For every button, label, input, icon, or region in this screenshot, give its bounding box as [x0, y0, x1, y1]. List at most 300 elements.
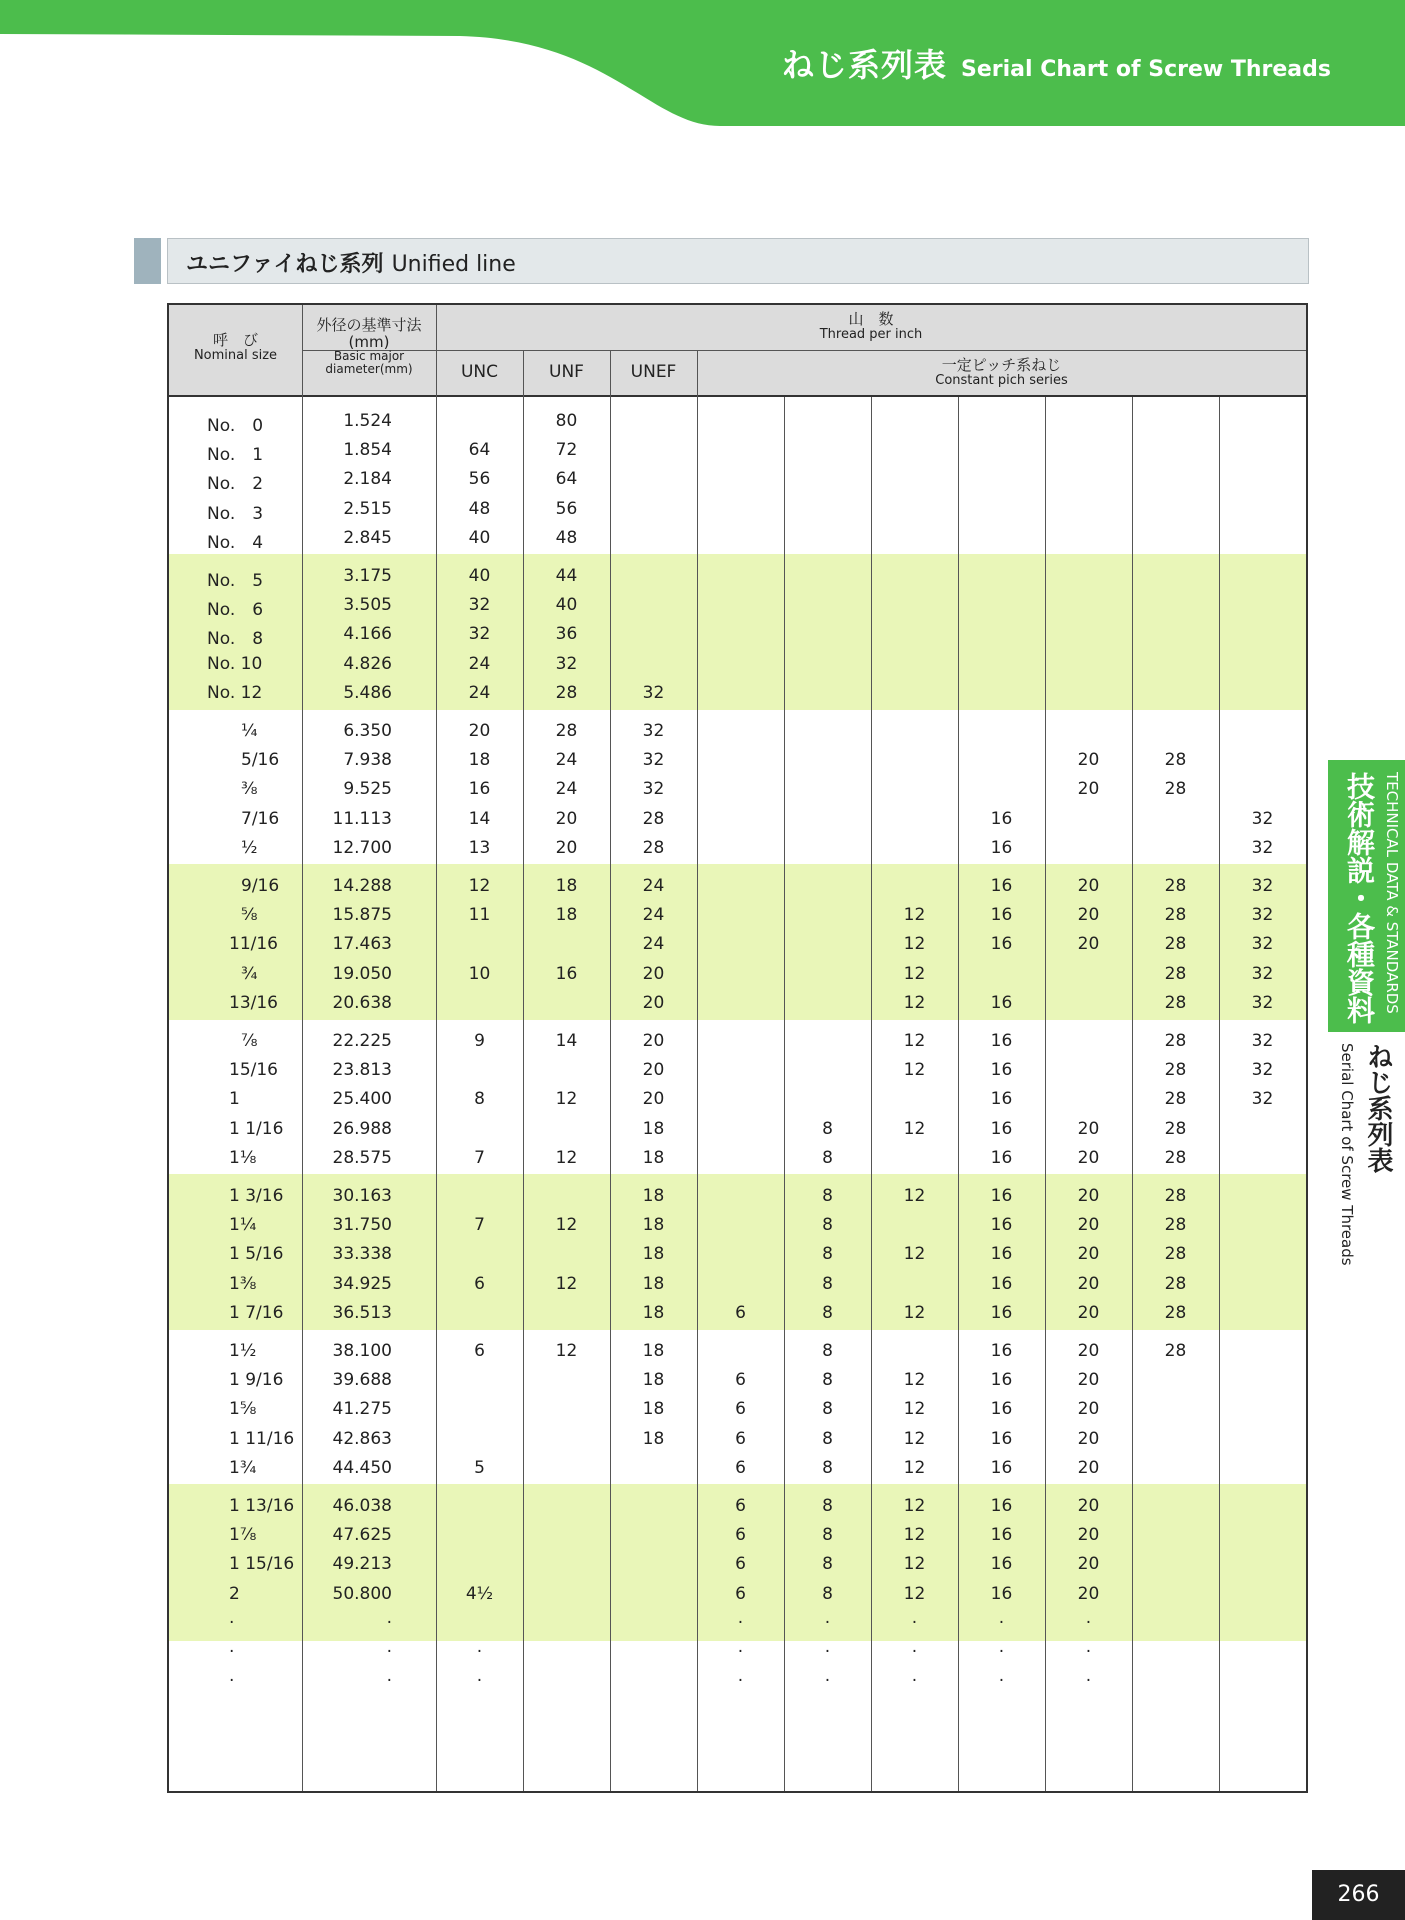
header-unef: UNEF	[630, 362, 677, 382]
thread-count-cell: 12	[555, 1089, 578, 1110]
thread-count-cell: 20	[642, 1031, 665, 1051]
thread-count-cell: 28	[1164, 1215, 1187, 1236]
nominal-size-cell: ⅝	[241, 905, 258, 926]
diameter-cell: 33.338	[332, 1244, 392, 1265]
thread-count-cell: 28	[1164, 1147, 1187, 1168]
thread-count-cell: 20	[1077, 1525, 1100, 1546]
thread-count-cell: 20	[1077, 876, 1100, 896]
thread-count-cell: 12	[903, 963, 926, 984]
thread-count-cell: 32	[1251, 1060, 1274, 1081]
thread-count-cell: 20	[1077, 750, 1100, 771]
table-row	[169, 717, 1306, 746]
nominal-size-cell: 1¾	[229, 1457, 257, 1478]
table-row	[169, 465, 1306, 494]
diameter-cell: 19.050	[332, 963, 392, 984]
thread-count-cell: 28	[1164, 1118, 1187, 1139]
thread-count-cell: 16	[990, 1302, 1013, 1323]
table-row	[169, 524, 1306, 553]
thread-count-cell: ·	[911, 1612, 918, 1633]
section-title-jp: ユニファイねじ系列	[186, 252, 384, 277]
thread-count-cell: 28	[1164, 1302, 1187, 1323]
thread-count-cell: 20	[1077, 1147, 1100, 1168]
header-unf: UNF	[549, 362, 584, 382]
thread-count-cell: 16	[990, 1186, 1013, 1206]
nominal-size-cell: ·	[229, 1612, 235, 1633]
thread-count-cell: 16	[990, 1399, 1013, 1420]
diameter-cell: 38.100	[332, 1341, 392, 1361]
thread-count-cell: 20	[642, 1089, 665, 1110]
table-row	[169, 775, 1306, 804]
diameter-cell: 47.625	[332, 1525, 392, 1546]
thread-jp: 山 数	[848, 310, 894, 328]
table-row	[169, 591, 1306, 620]
thread-count-cell: 16	[468, 779, 491, 800]
thread-count-cell: 8	[822, 1273, 833, 1294]
thread-count-cell: 16	[990, 876, 1013, 896]
thread-count-cell: ·	[998, 1612, 1005, 1633]
thread-count-cell: 6	[735, 1457, 746, 1478]
thread-count-cell: ·	[737, 1642, 744, 1662]
table-row	[169, 1366, 1306, 1395]
nominal-size-cell: ½	[241, 837, 258, 858]
thread-count-cell: 8	[822, 1147, 833, 1168]
nominal-size-cell: 7/16	[241, 808, 280, 829]
thread-count-cell: 20	[1077, 1186, 1100, 1206]
nominal-size-cell: 1 1/16	[229, 1118, 284, 1139]
thread-count-cell: 32	[1251, 1031, 1274, 1051]
thread-count-cell: 8	[822, 1244, 833, 1265]
table-row	[169, 650, 1306, 679]
thread-count-cell: 24	[468, 682, 491, 703]
side-tab-technical[interactable]	[1328, 760, 1405, 1032]
diameter-cell: 31.750	[332, 1215, 392, 1236]
thread-count-cell: 28	[1164, 1273, 1187, 1294]
side-tab1-jp: 技術解説・各種資料	[1343, 772, 1376, 1024]
diameter-cell: ·	[386, 1612, 392, 1633]
thread-count-cell: 18	[642, 1370, 665, 1391]
basic-en: Basic major	[333, 349, 405, 363]
nominal-size-cell: ⅞	[241, 1031, 258, 1051]
page-title-jp: ねじ系列表	[781, 46, 947, 84]
thread-count-cell: 8	[822, 1457, 833, 1478]
diameter-cell: 42.863	[332, 1428, 392, 1449]
table-row	[169, 1580, 1306, 1609]
thread-count-cell: 28	[642, 808, 665, 829]
thread-count-cell: 8	[822, 1554, 833, 1575]
thread-count-cell: 8	[822, 1370, 833, 1391]
thread-count-cell: 20	[1077, 934, 1100, 955]
thread-count-cell: 12	[903, 1302, 926, 1323]
table-row	[169, 1550, 1306, 1579]
side-tab1-en: TECHNICAL DATA & STANDARDS	[1383, 772, 1401, 1014]
thread-count-cell: ·	[1085, 1642, 1092, 1662]
diameter-cell: 39.688	[332, 1370, 392, 1391]
thread-count-cell: 18	[642, 1341, 665, 1361]
diameter-cell: 9.525	[343, 779, 392, 800]
nominal-size-cell: No. 2	[207, 474, 264, 495]
thread-count-cell: 18	[642, 1399, 665, 1420]
nominal-size-cell: 11/16	[229, 934, 278, 955]
diameter-cell: 17.463	[332, 934, 392, 955]
diameter-cell: 14.288	[332, 876, 392, 896]
thread-count-cell: 20	[1077, 1244, 1100, 1265]
nominal-size-cell: 1	[229, 1089, 240, 1110]
thread-count-cell: 5	[474, 1457, 485, 1478]
table-row	[169, 834, 1306, 863]
thread-count-cell: 16	[990, 1370, 1013, 1391]
thread-count-cell: 8	[822, 1118, 833, 1139]
thread-count-cell: 8	[822, 1186, 833, 1206]
thread-count-cell: 32	[1251, 1089, 1274, 1110]
thread-count-cell: 36	[555, 624, 578, 645]
thread-count-cell: 32	[468, 595, 491, 616]
thread-count-cell: 24	[468, 653, 491, 674]
thread-count-cell: 12	[555, 1147, 578, 1168]
table-row	[169, 1299, 1306, 1328]
thread-count-cell: ·	[911, 1642, 918, 1662]
nominal-size-cell: No. 10	[207, 653, 263, 674]
thread-count-cell: 18	[642, 1215, 665, 1236]
thread-count-cell: 48	[555, 527, 578, 548]
table-row	[169, 746, 1306, 775]
thread-count-cell: 8	[822, 1399, 833, 1420]
thread-count-cell: 12	[468, 876, 491, 896]
section-heading	[134, 238, 1309, 284]
diameter-cell: 28.575	[332, 1147, 392, 1168]
nominal-size-cell: No. 0	[207, 416, 264, 436]
thread-count-cell: 16	[555, 963, 578, 984]
diameter-cell: 11.113	[332, 808, 392, 829]
table-row	[169, 1425, 1306, 1454]
const-en: Constant pich series	[935, 372, 1068, 388]
diameter-cell: 22.225	[332, 1031, 392, 1051]
nominal-size-cell: 1 15/16	[229, 1554, 295, 1575]
thread-count-cell: 6	[735, 1399, 746, 1420]
thread-count-cell: 16	[990, 837, 1013, 858]
thread-count-cell: 28	[1164, 905, 1187, 926]
diameter-cell: 1.854	[343, 440, 392, 461]
nominal-size-cell: No. 4	[207, 532, 264, 553]
thread-count-cell: 12	[555, 1341, 578, 1361]
thread-count-cell: 16	[990, 1554, 1013, 1575]
thread-count-cell: 8	[822, 1428, 833, 1449]
thread-count-cell: 12	[903, 1118, 926, 1139]
thread-count-cell: 20	[1077, 1554, 1100, 1575]
thread-count-cell: 32	[1251, 837, 1274, 858]
nominal-size-cell: ¾	[241, 963, 258, 984]
thread-count-cell: ·	[824, 1642, 831, 1662]
nominal-size-cell: 15/16	[229, 1060, 278, 1081]
thread-count-cell: 32	[1251, 808, 1274, 829]
thread-count-cell: 12	[903, 1244, 926, 1265]
thread-count-cell: 18	[642, 1273, 665, 1294]
thread-count-cell: 20	[555, 837, 578, 858]
thread-count-cell: 12	[555, 1273, 578, 1294]
thread-count-cell: 20	[1077, 1428, 1100, 1449]
thread-count-cell: 16	[990, 1341, 1013, 1361]
thread-count-cell: 72	[555, 440, 578, 461]
thread-count-cell: 20	[642, 963, 665, 984]
thread-count-cell: 12	[903, 1428, 926, 1449]
table-row	[169, 1240, 1306, 1269]
thread-count-cell: 28	[555, 721, 578, 741]
diameter-cell: 26.988	[332, 1118, 392, 1139]
thread-count-cell: 40	[468, 566, 491, 586]
thread-count-cell: 56	[468, 469, 491, 490]
diameter-cell: 6.350	[343, 721, 392, 741]
nominal-size-cell: No. 1	[207, 445, 264, 466]
diameter-cell: 7.938	[343, 750, 392, 771]
table-row	[169, 805, 1306, 834]
diameter-cell: 25.400	[332, 1089, 392, 1110]
thread-count-cell: 20	[555, 808, 578, 829]
diameter-cell: 3.505	[343, 595, 392, 616]
diameter-cell: 5.486	[343, 682, 392, 703]
diameter-cell: 15.875	[332, 905, 392, 926]
thread-count-cell: 6	[735, 1554, 746, 1575]
nominal-size-cell: 5/16	[241, 750, 280, 771]
nominal-size-cell: ·	[229, 1671, 235, 1692]
diameter-cell: ·	[386, 1671, 392, 1692]
thread-count-cell: 28	[1164, 934, 1187, 955]
thread-count-cell: 13	[468, 837, 491, 858]
table-row	[169, 1144, 1306, 1173]
thread-count-cell: 18	[642, 1186, 665, 1206]
diameter-cell: 36.513	[332, 1302, 392, 1323]
thread-count-cell: 12	[903, 1583, 926, 1604]
thread-count-cell: 40	[555, 595, 578, 616]
basic-en2: diameter(mm)	[325, 362, 413, 377]
header-divider	[302, 350, 1306, 351]
diameter-cell: 44.450	[332, 1457, 392, 1478]
thread-count-cell: 8	[822, 1496, 833, 1516]
side-tab2-jp: ねじ系列表	[1363, 1043, 1393, 1173]
thread-count-cell: 16	[990, 1147, 1013, 1168]
header-unc: UNC	[460, 362, 499, 382]
nominal-size-cell: 1¼	[229, 1215, 257, 1236]
table-row	[169, 1085, 1306, 1114]
nominal-size-cell: 1 3/16	[229, 1186, 284, 1206]
thread-count-cell: 32	[642, 750, 665, 771]
diameter-cell: 30.163	[332, 1186, 392, 1206]
thread-count-cell: 32	[1251, 963, 1274, 984]
thread-count-cell: ·	[824, 1612, 831, 1633]
diameter-cell: ·	[386, 1642, 392, 1662]
diameter-cell: 2.845	[343, 527, 392, 548]
nominal-size-cell: 2	[229, 1583, 240, 1604]
thread-count-cell: 16	[990, 808, 1013, 829]
side-tab2-en: Serial Chart of Screw Threads	[1338, 1043, 1356, 1266]
thread-count-cell: 32	[642, 682, 665, 703]
thread-count-cell: ·	[911, 1671, 918, 1692]
table-row	[169, 1521, 1306, 1550]
thread-count-cell: 16	[990, 1273, 1013, 1294]
thread-count-cell: 6	[474, 1273, 485, 1294]
thread-count-cell: 12	[903, 1496, 926, 1516]
thread-count-cell: ·	[998, 1671, 1005, 1692]
thread-count-cell: 28	[1164, 1186, 1187, 1206]
nominal-en: Nominal size	[193, 347, 278, 363]
thread-count-cell: 20	[1077, 1457, 1100, 1478]
diameter-cell: 34.925	[332, 1273, 392, 1294]
thread-count-cell: 7	[474, 1147, 485, 1168]
table-row	[169, 407, 1306, 436]
thread-count-cell: 16	[990, 1428, 1013, 1449]
thread-count-cell: ·	[1085, 1671, 1092, 1692]
thread-count-cell: 28	[1164, 1060, 1187, 1081]
thread-count-cell: 7	[474, 1215, 485, 1236]
nominal-size-cell: No. 12	[207, 682, 263, 703]
diameter-cell: 12.700	[332, 837, 392, 858]
nominal-size-cell: 1 13/16	[229, 1496, 295, 1516]
table-row	[169, 960, 1306, 989]
thread-count-cell: 28	[1164, 1341, 1187, 1361]
thread-table	[167, 303, 1308, 1793]
thread-count-cell: 11	[468, 905, 491, 926]
table-row	[169, 1270, 1306, 1299]
thread-count-cell: 28	[1164, 992, 1187, 1013]
thread-en: Thread per inch	[819, 326, 923, 342]
table-row	[169, 620, 1306, 649]
nominal-size-cell: 1½	[229, 1341, 257, 1361]
thread-count-cell: 32	[1251, 876, 1274, 896]
thread-count-cell: 20	[1077, 1399, 1100, 1420]
nominal-jp: 呼 び	[212, 331, 258, 349]
thread-count-cell: 18	[642, 1302, 665, 1323]
thread-count-cell: 16	[990, 1496, 1013, 1516]
thread-count-cell: 16	[990, 1215, 1013, 1236]
page-title-en: Serial Chart of Screw Threads	[961, 57, 1331, 82]
const-jp: 一定ピッチ系ねじ	[941, 356, 1062, 374]
header-nominal	[169, 332, 302, 363]
thread-count-cell: 28	[555, 682, 578, 703]
thread-count-cell: 16	[990, 1060, 1013, 1081]
header-basic	[302, 317, 436, 376]
thread-count-cell: 6	[735, 1428, 746, 1449]
table-row	[169, 1395, 1306, 1424]
thread-count-cell: 20	[1077, 1341, 1100, 1361]
thread-count-cell: 18	[642, 1118, 665, 1139]
nominal-size-cell: 1⅛	[229, 1147, 257, 1168]
thread-count-cell: 28	[1164, 876, 1187, 896]
thread-count-cell: 24	[642, 934, 665, 955]
thread-count-cell: 12	[903, 934, 926, 955]
thread-count-cell: 20	[1077, 1273, 1100, 1294]
thread-count-cell: 24	[555, 779, 578, 800]
thread-count-cell: 64	[555, 469, 578, 490]
diameter-cell: 1.524	[343, 411, 392, 431]
thread-count-cell: 8	[474, 1089, 485, 1110]
diameter-cell: 2.515	[343, 498, 392, 519]
section-title-box	[167, 238, 1309, 284]
diameter-cell: 20.638	[332, 992, 392, 1013]
page-number: 266	[1312, 1870, 1405, 1920]
thread-count-cell: 20	[468, 721, 491, 741]
thread-count-cell: 6	[735, 1496, 746, 1516]
thread-count-cell: 6	[474, 1341, 485, 1361]
nominal-size-cell: No. 5	[207, 571, 264, 591]
thread-count-cell: 24	[642, 905, 665, 926]
thread-count-cell: 6	[735, 1302, 746, 1323]
thread-count-cell: 20	[1077, 1302, 1100, 1323]
thread-count-cell: 28	[1164, 1089, 1187, 1110]
thread-count-cell: 12	[903, 1525, 926, 1546]
thread-count-cell: 18	[642, 1428, 665, 1449]
thread-count-cell: 20	[1077, 1496, 1100, 1516]
nominal-size-cell: 1⅜	[229, 1273, 257, 1294]
thread-count-cell: 28	[1164, 750, 1187, 771]
thread-count-cell: 20	[1077, 1583, 1100, 1604]
thread-count-cell: 80	[555, 411, 578, 431]
table-row	[169, 1638, 1306, 1667]
nominal-size-cell: No. 8	[207, 629, 264, 650]
thread-count-cell: 16	[990, 934, 1013, 955]
thread-count-cell: 8	[822, 1341, 833, 1361]
header-constant	[697, 357, 1306, 388]
table-row	[169, 1667, 1306, 1696]
thread-count-cell: ·	[476, 1671, 483, 1692]
table-row	[169, 1115, 1306, 1144]
thread-count-cell: 20	[642, 992, 665, 1013]
thread-count-cell: 6	[735, 1370, 746, 1391]
table-row	[169, 1027, 1306, 1056]
thread-count-cell: 64	[468, 440, 491, 461]
thread-count-cell: 9	[474, 1031, 485, 1051]
table-row	[169, 1609, 1306, 1638]
thread-count-cell: 6	[735, 1525, 746, 1546]
thread-count-cell: 4½	[465, 1583, 494, 1604]
table-row	[169, 1182, 1306, 1211]
thread-count-cell: 28	[1164, 963, 1187, 984]
diameter-cell: 41.275	[332, 1399, 392, 1420]
thread-count-cell: 40	[468, 527, 491, 548]
thread-count-cell: 18	[642, 1147, 665, 1168]
thread-count-cell: 20	[1077, 1118, 1100, 1139]
thread-count-cell: 16	[990, 905, 1013, 926]
thread-count-cell: 28	[1164, 1244, 1187, 1265]
page-title	[782, 40, 1331, 86]
thread-count-cell: 8	[822, 1302, 833, 1323]
thread-count-cell: 28	[642, 837, 665, 858]
thread-count-cell: 32	[642, 721, 665, 741]
thread-count-cell: ·	[824, 1671, 831, 1692]
section-marker	[134, 238, 161, 284]
thread-count-cell: 16	[990, 1457, 1013, 1478]
diameter-cell: 49.213	[332, 1554, 392, 1575]
table-row	[169, 1492, 1306, 1521]
thread-count-cell: 12	[903, 1457, 926, 1478]
thread-count-cell: 32	[642, 779, 665, 800]
thread-count-cell: 18	[468, 750, 491, 771]
nominal-size-cell: 1⅞	[229, 1525, 257, 1546]
thread-count-cell: 28	[1164, 1031, 1187, 1051]
header-thread	[436, 311, 1306, 342]
thread-count-cell: 16	[990, 1244, 1013, 1265]
table-row	[169, 1211, 1306, 1240]
thread-count-cell: ·	[476, 1642, 483, 1662]
thread-count-cell: 10	[468, 963, 491, 984]
nominal-size-cell: ⅜	[241, 779, 258, 800]
table-row	[169, 679, 1306, 708]
diameter-cell: 46.038	[332, 1496, 392, 1516]
table-row	[169, 1056, 1306, 1085]
thread-count-cell: 14	[468, 808, 491, 829]
table-row	[169, 989, 1306, 1018]
nominal-size-cell: 9/16	[241, 876, 280, 896]
basic-jp: 外径の基準寸法	[316, 316, 422, 334]
nominal-size-cell: 1 9/16	[229, 1370, 284, 1391]
nominal-size-cell: 13/16	[229, 992, 278, 1013]
